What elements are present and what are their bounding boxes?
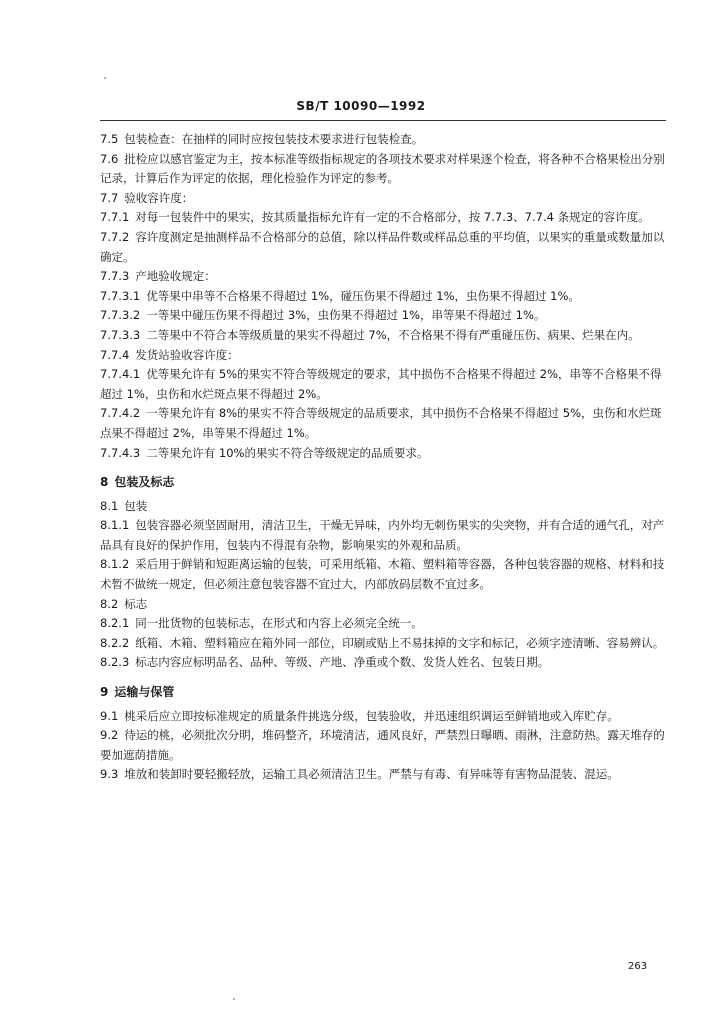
clause-number: 7.7.3 <box>100 269 130 284</box>
standard-code-header: SB/T 10090—1992 <box>296 99 426 113</box>
clause-number: 7.7.4.1 <box>100 367 141 382</box>
clause-number: 7.7.2 <box>100 229 130 244</box>
clause-number: 9 <box>100 685 109 700</box>
clause-number: 9.1 <box>100 708 119 723</box>
clause-text: 一等果中碰压伤果不得超过 3%，虫伤果不得超过 1%，串等果不得超过 1%。 <box>146 308 546 323</box>
clause-text: 优等果中串等不合格果不得超过 1%，碰压伤果不得超过 1%，虫伤果不得超过 1%。 <box>146 288 580 303</box>
clause-text: 二等果中不符合本等级质量的果实不得超过 7%，不合格果不得有严重碰压伤、病果、烂果在内。 <box>146 327 640 342</box>
clause-paragraph <box>100 365 666 404</box>
clause-number: 8.1.1 <box>100 518 130 533</box>
clause-paragraph <box>100 595 666 615</box>
section-heading <box>100 473 666 493</box>
clause-number: 7.5 <box>100 132 119 146</box>
clause-text: 采后用于鲜销和短距离运输的包装，可采用纸箱、木箱、塑料箱等容器，各种包装容器的规格、材料和技术暂不做统一规定，但必须注意包装容器不宜过大，内部放码层数不宜过多。 <box>100 557 665 592</box>
clause-paragraph <box>100 444 666 464</box>
clause-text: 批检应以感官鉴定为主，按本标准等级指标规定的各项技术要求对样果逐个检查，将各种不合格果检出分别记录，计算后作为评定的依据，理化检验作为评定的参考。 <box>100 151 665 186</box>
clause-number: 8.2.2 <box>100 635 130 650</box>
clause-number: 9.3 <box>100 767 119 782</box>
clause-text: 包装及标志 <box>114 475 175 490</box>
clause-number: 7.7.1 <box>100 210 130 225</box>
clause-number: 7.7.4.2 <box>100 406 141 421</box>
clause-text: 产地验收规定： <box>135 269 216 284</box>
clause-paragraph <box>100 208 666 228</box>
clause-paragraph <box>100 726 666 765</box>
clause-paragraph <box>100 150 666 189</box>
clause-number: 7.6 <box>100 151 119 166</box>
clause-text: 包装 <box>124 498 148 513</box>
clause-paragraph <box>100 707 666 727</box>
clause-number: 7.7.3.1 <box>100 288 141 303</box>
clause-number: 7.7.3.3 <box>100 327 141 342</box>
clause-text: 同一批货物的包装标志，在形式和内容上必须完全统一。 <box>135 616 423 631</box>
clause-text: 对每一包装件中的果实，按其质量指标允许有一定的不合格部分，按 7.7.3、7.7.4 条规定的容许度。 <box>135 210 650 225</box>
clause-paragraph <box>100 516 666 555</box>
clause-number: 7.7 <box>100 190 119 205</box>
clause-paragraph <box>100 404 666 443</box>
clause-number: 8.2.3 <box>100 655 130 670</box>
clause-text: 包装检查：在抽样的同时应按包装技术要求进行包装检查。 <box>124 132 424 146</box>
clause-text: 一等果允许有 8%的果实不符合等级规定的品质要求，其中损伤不合格果不得超过 5%，虫伤和水烂斑点果不得超过 2%，串等果不得超过 1%。 <box>100 406 662 440</box>
page-number: 263 <box>628 961 648 972</box>
clause-number: 7.7.4 <box>100 347 130 362</box>
clause-paragraph <box>100 189 666 209</box>
clause-number: 8.2 <box>100 596 119 611</box>
clause-text: 标志内容应标明品名、品种、等级、产地、净重或个数、发货人姓名、包装日期。 <box>135 655 550 670</box>
clause-paragraph <box>100 267 666 287</box>
clause-text: 优等果允许有 5%的果实不符合等级规定的要求，其中损伤不合格果不得超过 2%，串等不合格果不得超过 1%，虫伤和水烂斑点果不得超过 2%。 <box>100 367 662 401</box>
clause-text: 标志 <box>124 596 148 611</box>
clause-text: 验收容许度： <box>124 190 194 205</box>
clause-text: 二等果允许有 10%的果实不符合等级规定的品质要求。 <box>146 445 429 460</box>
clause-number: 8.1 <box>100 498 119 513</box>
clause-paragraph <box>100 306 666 326</box>
clause-paragraph <box>100 228 666 267</box>
clause-text: 容许度测定是抽测样品不合格部分的总值，除以样品件数或样品总重的平均值，以果实的重量或数量加以确定。 <box>100 229 665 264</box>
clause-paragraph <box>100 497 666 517</box>
clause-number: 7.7.4.3 <box>100 445 141 460</box>
clause-paragraph <box>100 287 666 307</box>
scan-speck <box>233 998 235 1000</box>
clause-number: 8.2.1 <box>100 616 130 631</box>
clause-number: 9.2 <box>100 728 119 743</box>
document-body <box>100 130 666 785</box>
scan-speck <box>104 77 106 79</box>
clause-paragraph <box>100 634 666 654</box>
section-heading <box>100 683 666 703</box>
clause-text: 桃采后应立即按标准规定的质量条件挑选分级，包装验收，并迅速组织调运至鲜销地或入库贮存。 <box>124 708 619 723</box>
clause-text: 包装容器必须坚固耐用，清洁卫生，干燥无异味，内外均无刺伤果实的尖突物，并有合适的通气孔，对产品具有良好的保护作用，包装内不得混有杂物，影响果实的外观和品质。 <box>100 518 665 552</box>
clause-number: 8 <box>100 475 109 490</box>
clause-paragraph <box>100 130 666 150</box>
clause-paragraph <box>100 614 666 634</box>
clause-number: 7.7.3.2 <box>100 308 141 323</box>
clause-text: 待运的桃，必须批次分明，堆码整齐，环境清洁，通风良好，严禁烈日曝晒、雨淋，注意防热。露天堆存的要加遮荫措施。 <box>100 728 665 762</box>
clause-text: 发货站验收容许度： <box>135 347 239 362</box>
clause-paragraph <box>100 555 666 594</box>
clause-text: 纸箱、木箱、塑料箱应在箱外同一部位，印刷或贴上不易抹掉的文字和标记，必须字迹清晰、容易辨认。 <box>135 635 665 650</box>
clause-paragraph <box>100 765 666 785</box>
clause-paragraph <box>100 653 666 673</box>
clause-paragraph <box>100 326 666 346</box>
clause-paragraph <box>100 346 666 366</box>
clause-text: 堆放和装卸时要轻搬轻放，运输工具必须清洁卫生。严禁与有毒、有异味等有害物品混装、混运。 <box>124 767 619 782</box>
header-rule <box>100 120 666 121</box>
clause-text: 运输与保管 <box>114 685 175 700</box>
clause-number: 8.1.2 <box>100 557 130 572</box>
